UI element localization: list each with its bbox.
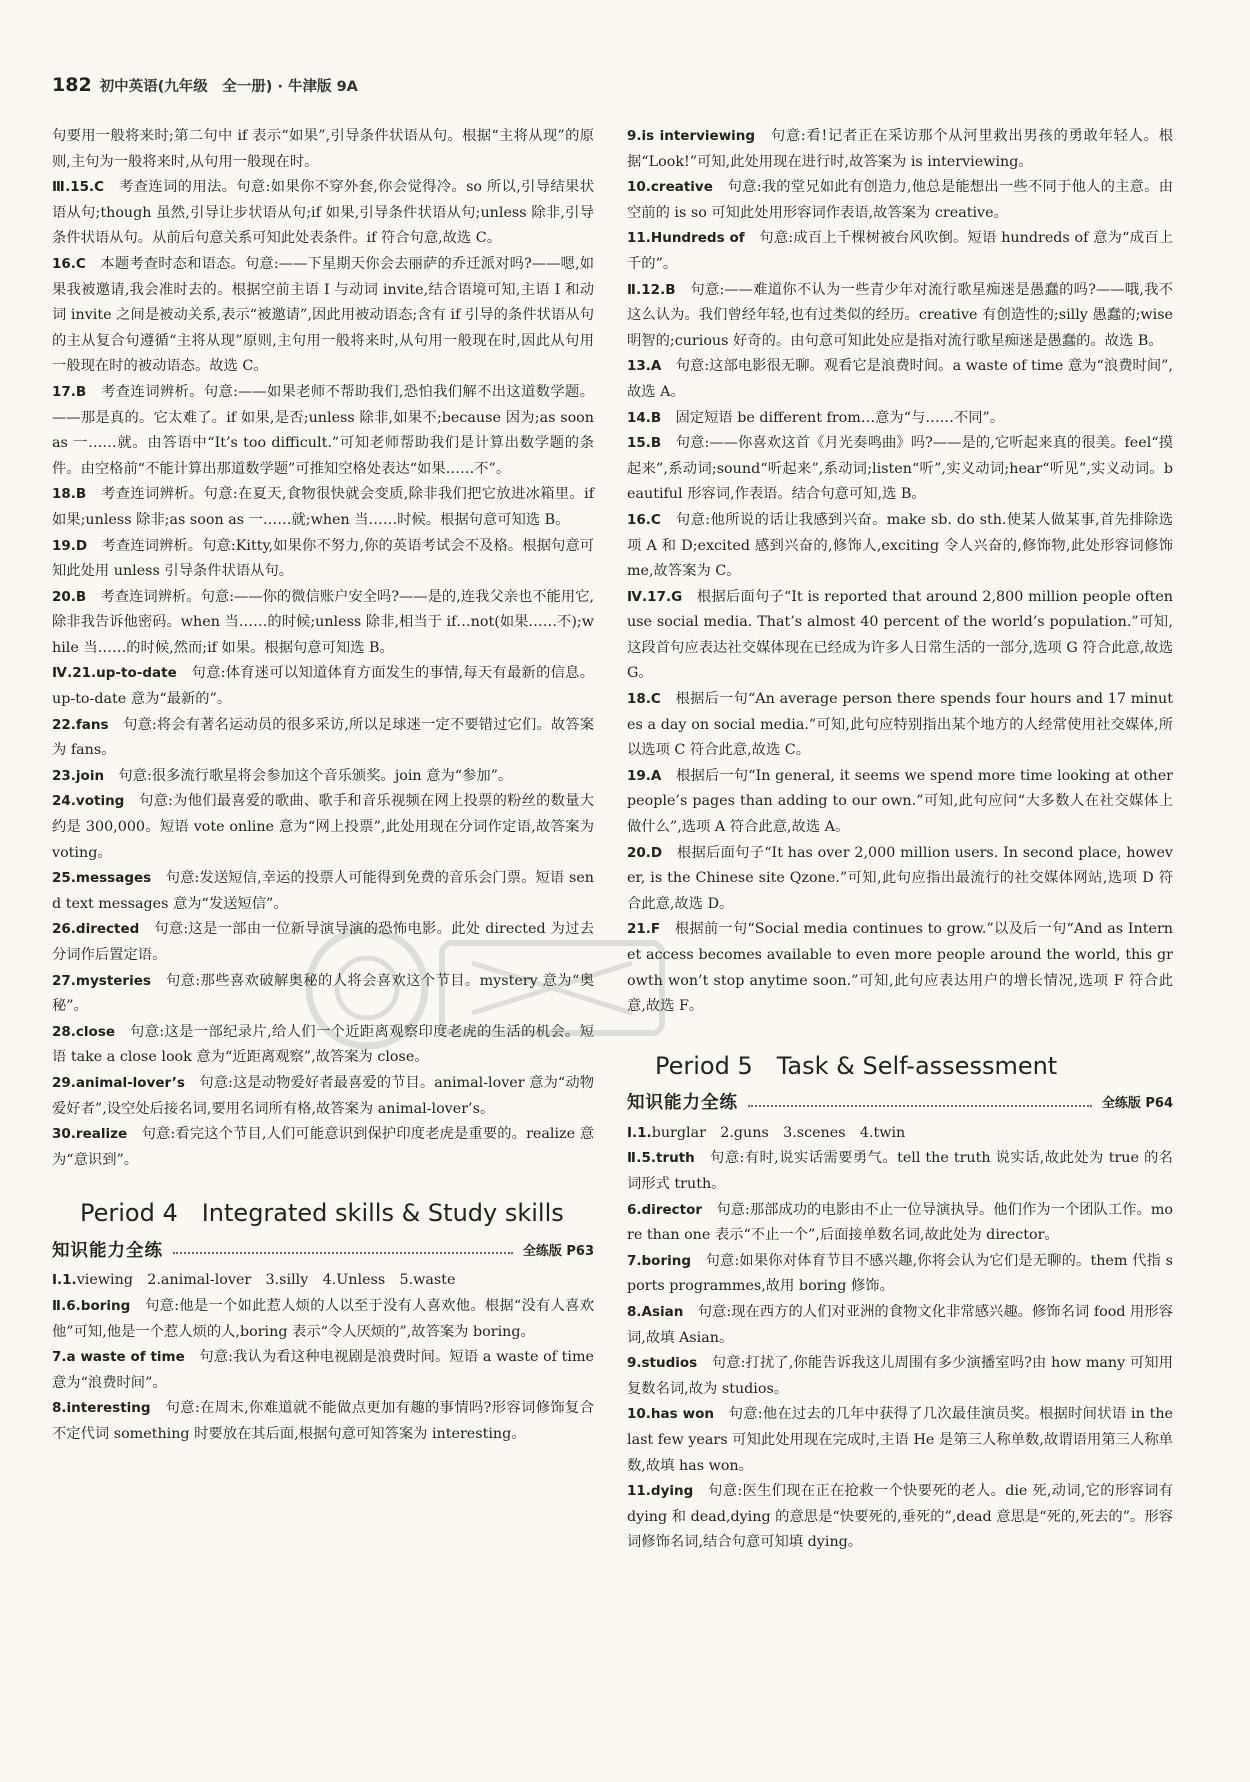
explanation-text: 句意:有时,说实话需要勇气。tell the truth 说实话,故此处为 true 的名词形式 truth。 <box>627 1150 1173 1192</box>
explanation-text: 句意:我认为看这种电视剧是浪费时间。短语 a waste of time 意为“浪费时间”。 <box>52 1349 599 1391</box>
explanation-text: 本题考查时态和语态。句意:——下星期天你会去丽萨的乔迁派对吗?——嗯,如果我被邀请,我会准时去的。根据空前主语 I 与动词 invite,结合语境可知,主语 I 和动词 invite 之间是被动关系,表示“被邀请”,因此用被动语态;含有 if 引导的条件状语从句的主从复合句遵循“主将从现”原则,主句用一般将来时,从句用一般现在时,因此从句用一般现在时的被动语态。故选 C。 <box>52 255 594 375</box>
explanation-text: 考查连词辨析。句意:在夏天,食物很快就会变质,除非我们把它放进冰箱里。if 如果;unless 除非;as soon as 一……就;when 当……时候。根据句意可知选 B。 <box>52 486 599 528</box>
explanation-text: 句意:医生们现在正在抢救一个快要死的老人。die 死,动词,它的形容词有 dying 和 dead,dying 的意思是“快要死的,垂死的”,dead 意思是“死的,死去的”。形容词修饰名词,结合句意可知填 dying。 <box>627 1483 1178 1551</box>
page-number: 182 <box>52 74 92 96</box>
answer-item <box>627 917 1173 1019</box>
dotted-leader <box>748 1105 1092 1107</box>
answer-item <box>627 124 1173 175</box>
explanation-text: 句意:那些喜欢破解奥秘的人将会喜欢这个节目。mystery 意为“奥秘”。 <box>52 972 594 1015</box>
answer-list-left <box>52 124 599 1173</box>
answer-item <box>627 1479 1178 1556</box>
answer-key: 7.a waste of time <box>52 1349 185 1366</box>
explanation-text: 根据后面句子“It is reported that around 2,800 million people often use social media. That’s almost 40 percent of the world’s population.”可知,这段首句应表达社交媒体现在已经成为许多人日常生活的一部分,选项 G 符合此意,故选 G。 <box>627 588 1178 682</box>
answer-key: 26.directed <box>52 921 140 938</box>
left-column <box>52 124 599 1448</box>
explanation-text: 句意:——你喜欢这首《月光奏鸣曲》吗?——是的,它听起来真的很美。feel“摸起来”,系动词;sound“听起来”,系动词;listen“听”,实义动词;hear“听见”,实义动词。beautiful 形容词,作表语。结合句意可知,选 B。 <box>627 435 1173 503</box>
answer-item <box>627 585 1178 687</box>
answer-key: 9.is interviewing <box>627 128 756 144</box>
explanation-text: 句意:这是一部由一位新导演导演的恐怖电影。此处 directed 为过去分词作后置定语。 <box>52 921 594 963</box>
period-5-title: Period 5 Task & Self-assessment <box>655 1051 1058 1080</box>
answer-item <box>52 1071 594 1122</box>
answer-item <box>627 1402 1178 1479</box>
answer-key: 25.messages <box>52 870 152 887</box>
answer-item <box>52 252 594 380</box>
dotted-leader <box>173 1252 513 1254</box>
answer-item <box>52 789 599 866</box>
answer-item <box>52 1268 594 1294</box>
explanation-text: 句意:打扰了,你能告诉我这儿周围有多少演播室吗?由 how many 可知用复数名词,故为 studios。 <box>627 1355 1173 1397</box>
answer-key: Ⅱ.12.B <box>627 281 676 298</box>
answer-key: 27.mysteries <box>52 972 151 989</box>
answer-key: 19.D <box>52 537 88 554</box>
answer-key: 18.C <box>627 691 661 708</box>
explanation-text: viewing 2.animal-lover 3.silly 4.Unless 5.waste <box>76 1272 456 1289</box>
answer-item <box>627 354 1173 405</box>
answer-key: 11.dying <box>627 1483 694 1500</box>
explanation-text: 句要用一般将来时;第二句中 if 表示“如果”,引导条件状语从句。根据“主将从现”的原则,主句为一般将来时,从句用一般现在时。 <box>52 128 594 170</box>
answer-item <box>627 1146 1173 1197</box>
answer-item <box>52 917 594 968</box>
answer-key: 7.boring <box>627 1252 692 1269</box>
section-page-ref: 全练版 P63 <box>522 1243 594 1259</box>
answer-key: 17.B <box>52 383 87 400</box>
section-page-ref: 全练版 P64 <box>1101 1096 1173 1112</box>
answer-item <box>627 841 1173 918</box>
answer-item <box>52 969 594 1020</box>
answer-item <box>627 1300 1173 1351</box>
explanation-text: 句意:这是一部纪录片,给人们一个近距离观察印度老虎的生活的机会。短语 take a close look 意为“近距离观察”,故答案为 close。 <box>52 1023 594 1066</box>
explanation-text: 根据后一句“In general, it seems we spend more time looking at other people’s pages than adding to our own.”可知,此句应问“大多数人在社交媒体上做什么”,选项 A 符合此意,故选 A。 <box>627 767 1178 836</box>
answer-key: 13.A <box>627 358 662 375</box>
explanation-text: 句意:很多流行歌星将会参加这个音乐颁奖。join 意为“参加”。 <box>104 767 513 784</box>
answer-key: Ⅳ.21.up-to-date <box>52 665 177 682</box>
explanation-text: 考查连词辨析。句意:——如果老师不帮助我们,恐怕我们解不出这道数学题。——那是真的。它太难了。if 如果,是否;unless 除非,如果不;because 因为;as soon as 一……就。由答语中“It’s too difficult.”可知老师帮助我们是计算出数学题的条件。由空格前“不能计算出那道数学题”可推知空格处表达“如果……不”。 <box>52 383 599 477</box>
answer-item <box>52 534 594 585</box>
answer-item <box>52 1122 594 1173</box>
answer-item <box>52 482 599 533</box>
period-4-section-bar <box>52 1234 594 1264</box>
answer-key: 14.B <box>627 409 662 426</box>
answer-item <box>627 687 1173 764</box>
section-title: 知识能力全练 <box>627 1093 738 1114</box>
explanation-text: 考查连词的用法。句意:如果你不穿外套,你会觉得冷。so 所以,引导结果状语从句;though 虽然,引导让步状语从句;if 如果,引导条件状语从句;unless 除非,引导条件状语从句。从前后句意关系可知此处表条件。if 符合句意,故选 C。 <box>52 179 594 247</box>
explanation-text: 句意:在周末,你难道就不能做点更加有趣的事情吗?形容词修饰复合不定代词 something 时要放在其后面,根据句意可知答案为 interesting。 <box>52 1400 594 1442</box>
explanation-text: 句意:成百上千棵树被台风吹倒。短语 hundreds of 意为“成百上千的”。 <box>627 230 1173 272</box>
explanation-text: 句意:发送短信,幸运的投票人可能得到免费的音乐会门票。短语 send text messages 意为“发送短信”。 <box>52 870 594 912</box>
explanation-text: 句意:现在西方的人们对亚洲的食物文化非常感兴趣。修饰名词 food 用形容词,故填 Asian。 <box>627 1303 1173 1346</box>
answer-key: 10.creative <box>627 179 713 196</box>
answer-key: 16.C <box>627 511 661 528</box>
answer-item <box>52 175 594 252</box>
explanation-text: 句意:他在过去的几年中获得了几次最佳演员奖。根据时间状语 in the last few years 可知此处用现在完成时,主语 He 是第三人称单数,故谓语用第三人称单数,故填 has won。 <box>627 1406 1178 1474</box>
explanation-text: 考查连词辨析。句意:——你的微信账户安全吗?——是的,连我父亲也不能用它,除非我告诉他密码。when 当……的时候;unless 除非,相当于 if…not(如果……不);while 当……的时候,然而;if 如果。根据句意可知选 B。 <box>52 588 594 656</box>
right-column <box>627 124 1178 1556</box>
explanation-text: 句意:那部成功的电影由不止一位导演执导。他们作为一个团队工作。more than one 表示“不止一个”,后面接单数名词,故此处为 director。 <box>627 1201 1173 1244</box>
explanation-text: 句意:体育迷可以知道体育方面发生的事情,每天有最新的信息。up-to-date 意为“最新的”。 <box>52 665 595 708</box>
answer-item <box>627 508 1178 585</box>
answer-item <box>52 1396 594 1447</box>
answer-item <box>52 585 594 662</box>
answer-item <box>52 1294 594 1345</box>
section-title: 知识能力全练 <box>52 1240 163 1261</box>
page-header <box>52 74 358 96</box>
explanation-text: 句意:他是一个如此惹人烦的人以至于没有人喜欢他。根据“没有人喜欢他”可知,他是一个惹人烦的人,boring 表示“令人厌烦的”,故答案为 boring。 <box>52 1297 594 1340</box>
explanation-text: 句意:看!记者正在采访那个从河里救出男孩的勇敢年轻人。根据“Look!”可知,此处用现在进行时,故答案为 is interviewing。 <box>627 128 1173 170</box>
answer-key: Ⅰ.1. <box>627 1124 652 1141</box>
period-4-answers <box>52 1268 599 1447</box>
explanation-text: 根据前一句“Social media continues to grow.”以及后一句“And as Internet access becomes available to even more people around the world, this growth won’t stop anytime soon.”可知,此句应表达用户的增长情况,选项 F 符合此意,故选 F。 <box>627 921 1173 1015</box>
explanation-text: 固定短语 be different from…意为“与……不同”。 <box>661 409 1005 426</box>
answer-item <box>627 1351 1173 1402</box>
answer-key: 23.join <box>52 767 105 784</box>
explanation-text: 根据后一句“An average person there spends four hours and 17 minutes a day on social media.”可知,此句应特别指出某个地方的人经常使用社交媒体,所以选项 C 符合此意,故选 C。 <box>627 691 1173 759</box>
answer-item <box>627 1249 1173 1300</box>
answer-key: 6.director <box>627 1201 703 1218</box>
answer-key: 20.B <box>52 588 87 605</box>
explanation-text: 考查连词辨析。句意:Kitty,如果你不努力,你的英语考试会不及格。根据句意可知此处用 unless 引导条件状语从句。 <box>52 537 594 580</box>
period-5-section-bar <box>627 1087 1173 1117</box>
answer-key: 19.A <box>627 767 662 784</box>
answer-key: 16.C <box>52 255 86 272</box>
explanation-text: burglar 2.guns 3.scenes 4.twin <box>651 1124 906 1141</box>
answer-item <box>52 866 594 917</box>
answer-key: 10.has won <box>627 1406 714 1423</box>
answer-key: Ⅱ.6.boring <box>52 1297 131 1314</box>
answer-item <box>52 1345 599 1396</box>
explanation-text: 句意:这是动物爱好者最喜爱的节目。animal-lover 意为“动物爱好者”,设空处后接名词,要用名词所有格,故答案为 animal-lover’s。 <box>52 1074 594 1117</box>
answer-key: 11.Hundreds of <box>627 230 745 247</box>
answer-key: Ⅰ.1. <box>52 1272 77 1289</box>
answer-list-right <box>627 124 1178 1020</box>
answer-key: 8.interesting <box>52 1400 151 1417</box>
period-4-title: Period 4 Integrated skills & Study skills <box>80 1199 564 1228</box>
period-5-answers <box>627 1121 1178 1556</box>
explanation-text: 句意:我的堂兄如此有创造力,他总是能想出一些不同于他人的主意。由空前的 is so 可知此处用形容词作表语,故答案为 creative。 <box>627 179 1173 221</box>
answer-item <box>627 226 1173 277</box>
answer-key: 18.B <box>52 486 87 503</box>
answer-key: Ⅳ.17.G <box>627 588 683 605</box>
answer-item <box>627 764 1178 841</box>
answer-key: 28.close <box>52 1023 116 1040</box>
answer-item <box>627 278 1178 355</box>
answer-item <box>52 380 599 482</box>
explanation-text: 句意:将会有著名运动员的很多采访,所以足球迷一定不要错过它们。故答案为 fans。 <box>52 716 594 759</box>
answer-key: 24.voting <box>52 793 125 810</box>
answer-item <box>627 1121 1173 1147</box>
answer-key: 9.studios <box>627 1355 698 1372</box>
explanation-text: 句意:这部电影很无聊。观看它是浪费时间。a waste of time 意为“浪费时间”,故选 A。 <box>627 358 1173 400</box>
answer-item <box>52 1020 594 1071</box>
answer-key: 29.animal-lover’s <box>52 1074 185 1091</box>
answer-item <box>52 661 594 712</box>
answer-key: Ⅲ.15.C <box>52 179 105 196</box>
answer-key: 21.F <box>627 921 661 938</box>
answer-key: 22.fans <box>52 716 109 733</box>
explanation-text: 句意:看完这个节目,人们可能意识到保护印度老虎是重要的。realize 意为“意识到”。 <box>52 1126 594 1168</box>
answer-item <box>627 431 1173 508</box>
explanation-text: 句意:他所说的话让我感到兴奋。make sb. do sth.使某人做某事,首先排除选项 A 和 D;excited 感到兴奋的,修饰人,exciting 令人兴奋的,修饰物,此处形容词修饰 me,故答案为 C。 <box>627 511 1178 580</box>
answer-key: 15.B <box>627 435 662 452</box>
answer-item <box>52 713 594 764</box>
answer-item <box>627 175 1173 226</box>
answer-key: Ⅱ.5.truth <box>627 1150 695 1167</box>
book-title: 初中英语(九年级 全一册) · 牛津版 9A <box>99 79 358 95</box>
answer-item <box>52 764 594 790</box>
answer-item <box>627 406 1173 432</box>
explanation-text: 句意:——难道你不认为一些青少年对流行歌星痴迷是愚蠢的吗?——哦,我不这么认为。我们曾经年轻,也有过类似的经历。creative 有创造性的;silly 愚蠢的;wise 明智的;curious 好奇的。由句意可知此处应是指对流行歌星痴迷是愚蠢的。故选 B。 <box>627 281 1178 349</box>
answer-key: 8.Asian <box>627 1303 684 1320</box>
answer-item <box>52 124 594 175</box>
explanation-text: 句意:为他们最喜爱的歌曲、歌手和音乐视频在网上投票的粉丝的数量大约是 300,000。短语 vote online 意为“网上投票”,此处用现在分词作定语,故答案为 voting。 <box>52 793 599 861</box>
explanation-text: 根据后面句子“It has over 2,000 million users. In second place, however, is the Chinese site Qzone.”可知,此句应指出最流行的社交媒体网站,选项 D 符合此意,故选 D。 <box>627 844 1173 912</box>
answer-key: 20.D <box>627 844 663 861</box>
answer-key: 30.realize <box>52 1126 128 1143</box>
answer-item <box>627 1198 1173 1249</box>
explanation-text: 句意:如果你对体育节目不感兴趣,你将会认为它们是无聊的。them 代指 sports programmes,故用 boring 修饰。 <box>627 1252 1173 1295</box>
